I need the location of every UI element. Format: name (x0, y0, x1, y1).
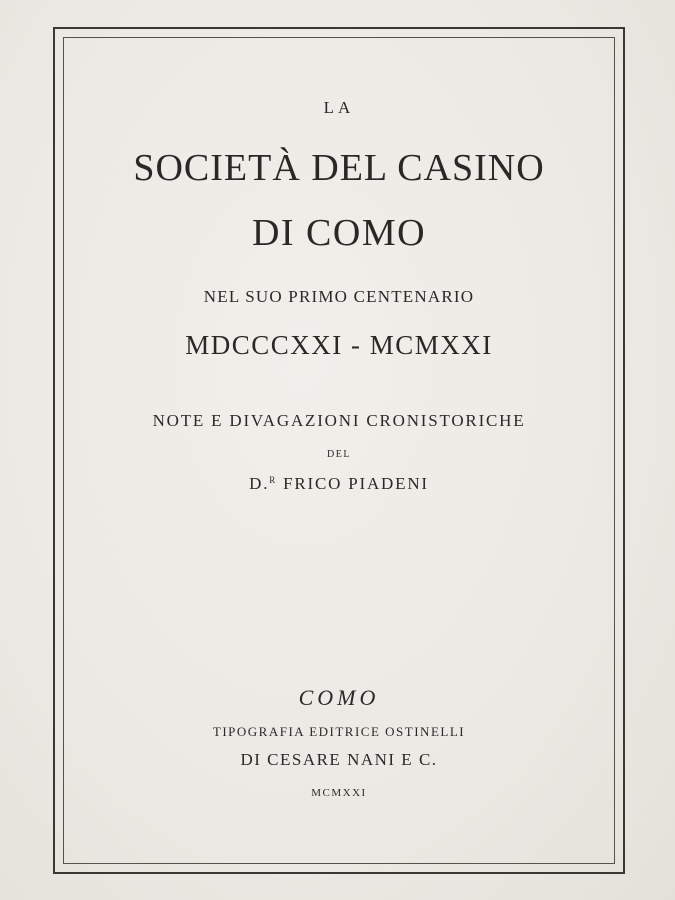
notes-subtitle: NOTE E DIVAGAZIONI CRONISTORICHE (152, 411, 526, 430)
title-article: LA (323, 98, 355, 117)
title-line-1: SOCIETÀ DEL CASINO (133, 147, 545, 189)
author-prefix: D. (249, 474, 270, 493)
imprint-city: COMO (298, 685, 380, 710)
author-name: FRICO PIADENI (277, 474, 429, 493)
imprint-printer-line-2: DI CESARE NANI E C. (240, 750, 438, 769)
author-preposition: DEL (327, 449, 351, 460)
author-line (63, 474, 615, 494)
years-range: MDCCCXXI - MCMXXI (185, 330, 493, 360)
imprint-year: MCMXXI (311, 787, 367, 799)
title-line-2: DI COMO (251, 212, 427, 254)
subtitle: NEL SUO PRIMO CENTENARIO (203, 287, 475, 306)
author-prefix-superscript: R (269, 475, 278, 485)
imprint-printer-line-1: TIPOGRAFIA EDITRICE OSTINELLI (212, 724, 466, 739)
